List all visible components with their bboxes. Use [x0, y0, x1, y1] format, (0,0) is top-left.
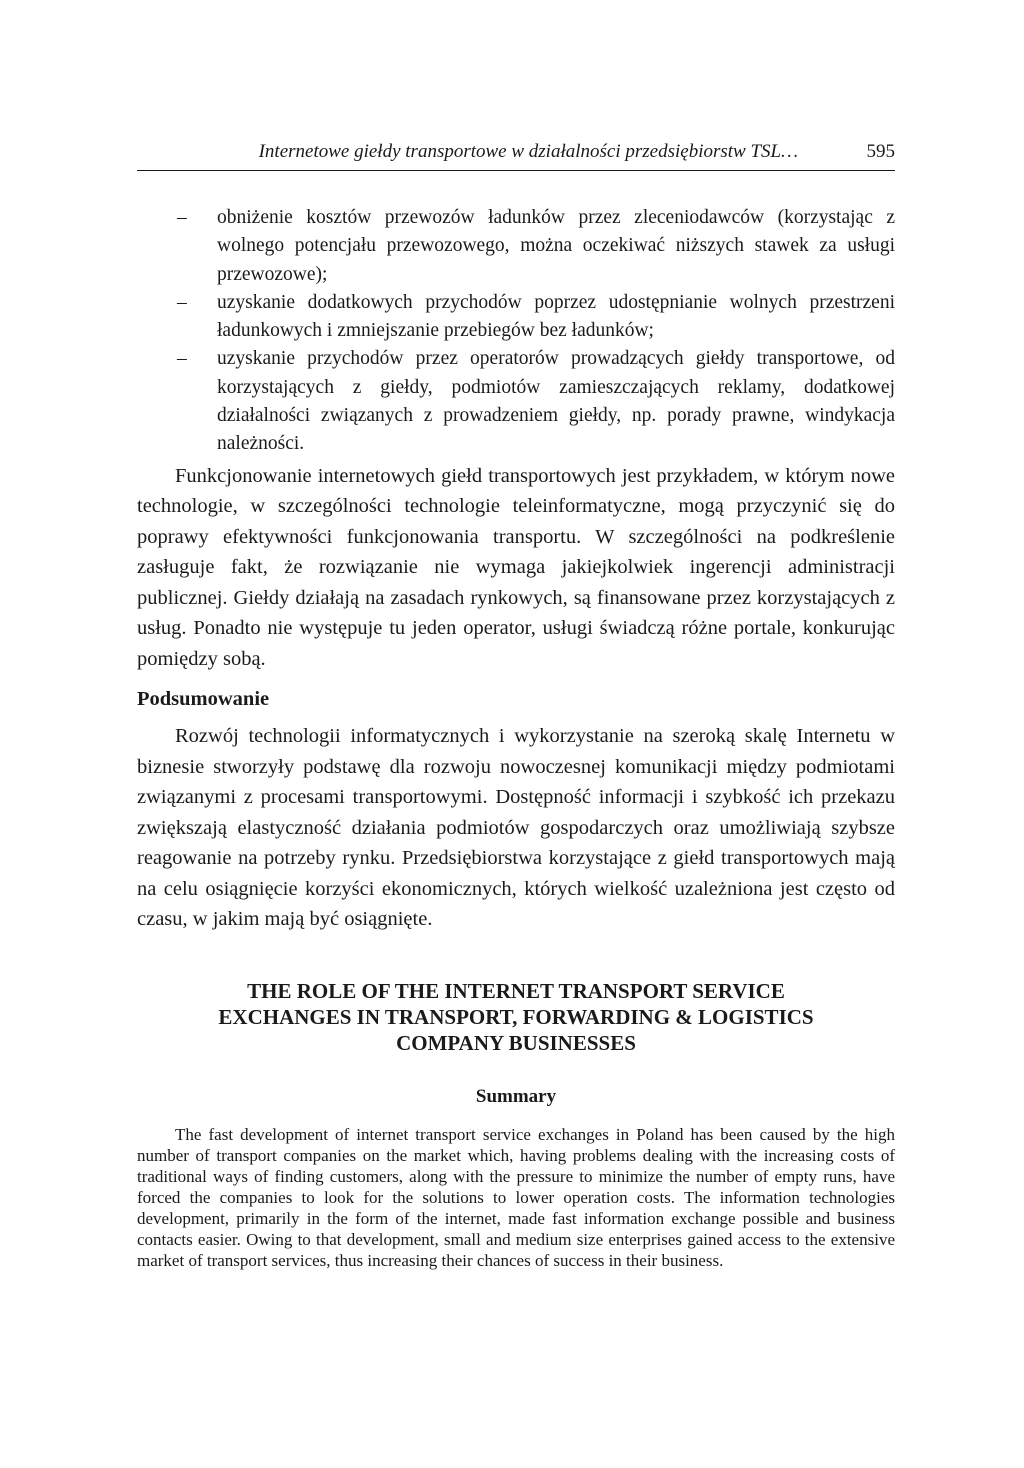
bullet-item	[137, 204, 895, 289]
bullet-text: uzyskanie przychodów przez operatorów prowadzących giełdy transportowe, od korzystających z giełdy, podmiotów zamieszczających reklamy, dodatkowej działalności związanych z prowadzeniem giełdy, np. porady prawne, windykacja należności.	[217, 348, 895, 455]
english-title-line: COMPANY BUSINESSES	[396, 1030, 636, 1055]
summary-heading: Summary	[475, 1085, 557, 1107]
section-heading-conclusion: Podsumowanie	[137, 688, 270, 711]
bullet-dash: –	[177, 291, 187, 313]
english-title	[137, 978, 895, 1056]
running-title: Internetowe giełdy transportowe w działalności przedsiębiorstw TSL…	[258, 141, 798, 162]
bullet-dash: –	[177, 348, 187, 370]
bullet-dash: –	[177, 207, 187, 228]
bullet-text: uzyskanie dodatkowych przychodów poprzez udostępnianie wolnych przestrzeni ładunkowych i zmniejszanie przebiegów bez ładunków;	[217, 291, 895, 342]
conclusion-paragraph: Rozwój technologii informatycznych i wykorzystanie na szeroką skalę Internetu w biznesie stworzyły podstawę dla rozwoju nowoczesnej komunikacji między podmiotami związanymi z procesami transportowymi. Dostępność informacji i szybkość ich przekazu zwiększają elastyczność działania podmiotów gospodarczych oraz umożliwiają szybsze reagowanie na potrzeby rynku. Przedsiębiorstwa korzystające z giełd transportowych mają na celu osiągnięcie korzyści ekonomicznych, których wielkość uzależniona jest często od czasu, w jakim mają być osiągnięte.	[137, 725, 895, 931]
bullet-list	[137, 204, 895, 459]
english-title-line: EXCHANGES IN TRANSPORT, FORWARDING & LOGISTICS	[218, 1004, 814, 1029]
bullet-text: obniżenie kosztów przewozów ładunków przez zleceniodawców (korzystając z wolnego potencjału przewozowego, można oczekiwać niższych stawek za usługi przewozowe);	[217, 207, 895, 285]
bullet-item	[137, 345, 895, 458]
summary-paragraph: The fast development of internet transport service exchanges in Poland has been caused by the high number of transport companies on the market which, having problems dealing with the increasing costs of traditional ways of finding customers, along with the pressure to minimize the number of empty runs, have forced the companies to look for the solutions to lower operation costs. The information technologies development, primarily in the form of the internet, made fast information exchange possible and business contacts easier. Owing to that development, small and medium size enterprises gained access to the extensive market of transport services, thus increasing their chances of success in their business.	[137, 1124, 895, 1271]
page-number: 595	[866, 141, 895, 162]
running-header	[137, 138, 895, 171]
body-paragraph: Funkcjonowanie internetowych giełd transportowych jest przykładem, w którym nowe technologie, w szczególności technologie teleinformatyczne, mogą przyczynić się do poprawy efektywności funkcjonowania transportu. W szczególności na podkreślenie zasługuje fakt, że rozwiązanie nie wymaga jakiejkolwiek ingerencji administracji publicznej. Giełdy działają na zasadach rynkowych, są finansowane przez korzystających z usług. Ponadto nie występuje tu jeden operator, usługi świadczą różne portale, konkurując pomiędzy sobą.	[137, 464, 895, 670]
page	[137, 138, 895, 1271]
bullet-item	[137, 289, 895, 346]
english-title-line: THE ROLE OF THE INTERNET TRANSPORT SERVICE	[247, 978, 785, 1003]
